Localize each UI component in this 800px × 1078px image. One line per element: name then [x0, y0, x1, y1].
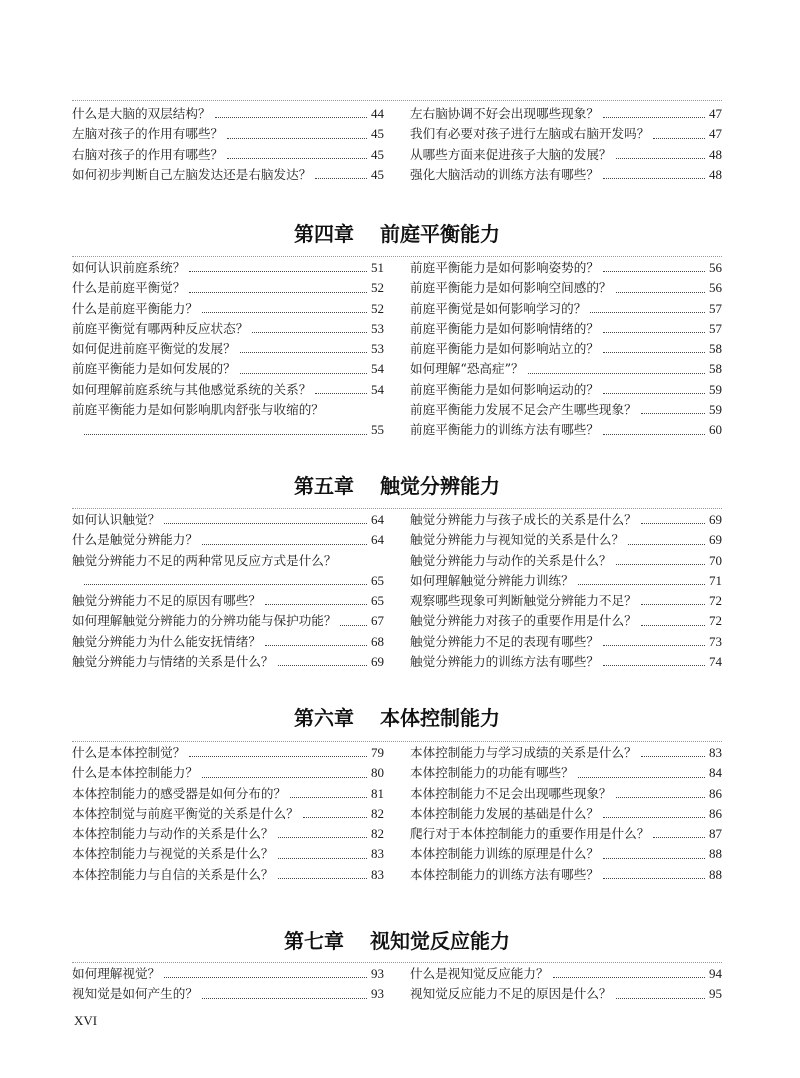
toc-entry[interactable]: [72, 964, 384, 984]
toc-entry-page: 94: [709, 966, 722, 981]
dot-leader: [603, 352, 705, 353]
toc-entry-page: 64: [371, 512, 384, 527]
toc-entry[interactable]: [410, 510, 722, 530]
toc-entry-question: 本体控制能力的感受器是如何分布的？: [72, 785, 287, 801]
chapter-number: 第四章: [294, 222, 354, 246]
toc-entry-page: 71: [709, 572, 722, 588]
toc-entry-page: 57: [709, 320, 722, 336]
toc-entry-page: 44: [371, 106, 384, 121]
toc-entry-question: 触觉分辨能力不足的表现有哪些？: [410, 633, 599, 649]
toc-entry[interactable]: [410, 258, 722, 278]
dot-leader: [278, 837, 368, 838]
dot-leader: [641, 756, 705, 757]
toc-columns: [72, 510, 722, 672]
toc-entry[interactable]: [72, 652, 384, 672]
dot-leader: [653, 138, 705, 139]
toc-entry[interactable]: [410, 551, 722, 571]
toc-entry-page: 56: [709, 280, 722, 296]
toc-columns: [72, 258, 722, 441]
section-rule: [72, 741, 722, 742]
toc-entry-question: 本体控制能力与动作的关系是什么？: [72, 826, 274, 842]
toc-entry-question: 触觉分辨能力为什么能安抚情绪？: [72, 633, 261, 649]
toc-entry-question: 本体控制能力训练的原理是什么？: [410, 846, 599, 862]
toc-entry[interactable]: [72, 804, 384, 824]
toc-entry-continuation[interactable]: [72, 420, 384, 440]
toc-entry-page: 53: [371, 341, 384, 357]
toc-entry-question: 什么是前庭平衡能力？: [72, 300, 198, 316]
toc-entry-page: 45: [371, 166, 384, 182]
toc-entry[interactable]: [72, 339, 384, 359]
toc-entry[interactable]: [410, 530, 722, 550]
toc-entry-question: 触觉分辨能力不足的两种常见反应方式是什么？: [72, 552, 337, 568]
toc-entry[interactable]: [72, 400, 384, 420]
toc-entry-page: 88: [709, 846, 722, 862]
toc-entry[interactable]: [72, 824, 384, 844]
toc-entry[interactable]: [410, 844, 722, 864]
dot-leader: [641, 604, 705, 605]
dot-leader: [603, 858, 705, 859]
dot-leader: [252, 332, 367, 333]
toc-entry-page: 59: [709, 381, 722, 397]
dot-leader: [315, 393, 367, 394]
dot-leader: [628, 544, 705, 545]
toc-entry-page: 58: [709, 341, 722, 357]
dot-leader: [340, 625, 367, 626]
dot-leader: [202, 777, 367, 778]
toc-entry-page: 57: [709, 300, 722, 316]
dot-leader: [315, 178, 367, 179]
toc-entry-question: 前庭平衡觉是如何影响学习的？: [410, 300, 587, 316]
toc-entry-page: 47: [709, 126, 722, 142]
chapter-number: 第五章: [294, 474, 354, 498]
dot-leader: [603, 178, 705, 179]
toc-entry-page: 72: [709, 593, 722, 609]
chapter-heading: [72, 218, 722, 247]
section-rule: [72, 508, 722, 509]
toc-entry-page: 87: [709, 826, 722, 842]
toc-entry-page: 65: [371, 572, 384, 588]
toc-entry-question: 视知觉是如何产生的？: [72, 986, 198, 1002]
toc-entry-question: 什么是本体控制能力？: [72, 765, 198, 781]
dot-leader: [603, 817, 705, 818]
dot-leader: [227, 138, 367, 139]
dot-leader: [578, 777, 705, 778]
toc-entry-question: 前庭平衡能力是如何影响肌肉舒张与收缩的？: [72, 402, 324, 418]
toc-entry-page: 74: [709, 654, 722, 670]
dot-leader: [603, 271, 705, 272]
toc-entry-page: 81: [371, 785, 384, 801]
toc-entry-page: 95: [709, 986, 722, 1002]
toc-columns: [72, 104, 722, 185]
toc-entry-question: 本体控制能力不足会出现哪些现象？: [410, 785, 612, 801]
toc-entry-question: 左脑对孩子的作用有哪些？: [72, 126, 224, 142]
toc-entry-page: 82: [371, 805, 384, 821]
dot-leader: [603, 332, 705, 333]
toc-entry-page: 69: [709, 512, 722, 527]
dot-leader: [202, 998, 367, 999]
toc-entry[interactable]: [410, 964, 722, 984]
toc-entry[interactable]: [72, 611, 384, 631]
toc-entry-question: 什么是触觉分辨能力？: [72, 532, 198, 548]
toc-entry-question: 从哪些方面来促进孩子大脑的发展？: [410, 146, 612, 162]
toc-entry-page: 83: [371, 846, 384, 862]
dot-leader: [215, 117, 367, 118]
toc-left-column: [72, 743, 384, 885]
toc-entry[interactable]: [410, 763, 722, 783]
toc-entry-question: 本体控制能力与学习成绩的关系是什么？: [410, 745, 637, 760]
toc-entry-question: 我们有必要对孩子进行左脑或右脑开发吗？: [410, 126, 650, 142]
dot-leader: [202, 312, 367, 313]
dot-leader: [278, 858, 368, 859]
toc-entry-question: 触觉分辨能力与视知觉的关系是什么？: [410, 532, 625, 548]
chapter-title: 视知觉反应能力: [370, 929, 510, 953]
chapter-title: 本体控制能力: [380, 706, 500, 730]
toc-entry[interactable]: [410, 571, 722, 591]
toc-entry-question: 右脑对孩子的作用有哪些？: [72, 146, 224, 162]
toc-entry-page: 56: [709, 260, 722, 275]
toc-entry-page: 54: [371, 381, 384, 397]
chapter-heading: [72, 470, 722, 499]
toc-entry-question: 触觉分辨能力对孩子的重要作用是什么？: [410, 613, 637, 629]
toc-entry-question: 如何理解前庭系统与其他感觉系统的关系？: [72, 381, 312, 397]
toc-entry[interactable]: [72, 984, 384, 1004]
dot-leader: [603, 878, 705, 879]
toc-entry[interactable]: [72, 551, 384, 571]
toc-entry-question: 前庭平衡能力是如何影响运动的？: [410, 381, 599, 397]
toc-entry-page: 72: [709, 613, 722, 629]
toc-entry[interactable]: [410, 319, 722, 339]
toc-entry-question: 本体控制觉与前庭平衡觉的关系是什么？: [72, 805, 299, 821]
toc-entry[interactable]: [72, 510, 384, 530]
dot-leader: [590, 312, 705, 313]
toc-entry-page: 83: [371, 866, 384, 882]
toc-entry-page: 68: [371, 633, 384, 649]
dot-leader: [616, 564, 706, 565]
toc-right-column: [410, 510, 722, 672]
toc-entry-page: 86: [709, 785, 722, 801]
toc-entry-page: 52: [371, 280, 384, 296]
toc-entry-question: 前庭平衡能力发展不足会产生哪些现象？: [410, 402, 637, 418]
dot-leader: [528, 373, 705, 374]
toc-entry-question: 前庭平衡能力是如何影响站立的？: [410, 341, 599, 357]
chapter-number: 第六章: [294, 706, 354, 730]
toc-entry[interactable]: [72, 145, 384, 165]
toc-entry[interactable]: [410, 632, 722, 652]
dot-leader: [603, 645, 705, 646]
toc-entry[interactable]: [72, 319, 384, 339]
toc-entry-page: 69: [709, 532, 722, 548]
toc-left-column: [72, 510, 384, 672]
dot-leader: [616, 797, 706, 798]
dot-leader: [603, 665, 705, 666]
toc-left-column: [72, 104, 384, 185]
dot-leader: [641, 523, 705, 524]
toc-entry[interactable]: [410, 124, 722, 144]
toc-entry-question: 前庭平衡觉有哪两种反应状态？: [72, 320, 249, 336]
toc-entry[interactable]: [72, 258, 384, 278]
dot-leader: [603, 393, 705, 394]
toc-entry-question: 触觉分辨能力与动作的关系是什么？: [410, 552, 612, 568]
toc-entry-page: 52: [371, 300, 384, 316]
toc-entry-page: 83: [709, 745, 722, 760]
toc-entry-page: 86: [709, 805, 722, 821]
toc-entry-page: 48: [709, 166, 722, 182]
toc-entry[interactable]: [72, 124, 384, 144]
toc-entry-question: 视知觉反应能力不足的原因是什么？: [410, 986, 612, 1002]
toc-entry[interactable]: [410, 359, 722, 379]
toc-entry[interactable]: [72, 104, 384, 124]
page-folio: XVI: [74, 1013, 98, 1028]
toc-entry-question: 如何认识前庭系统？: [72, 260, 186, 275]
toc-entry-page: 59: [709, 402, 722, 418]
toc-entry[interactable]: [410, 145, 722, 165]
toc-entry-question: 什么是视知觉反应能力？: [410, 966, 549, 981]
toc-entry[interactable]: [410, 865, 722, 885]
toc-entry[interactable]: [410, 784, 722, 804]
toc-entry-page: 48: [709, 146, 722, 162]
toc-entry-question: 强化大脑活动的训练方法有哪些？: [410, 166, 599, 182]
dot-leader: [616, 998, 706, 999]
toc-entry-page: 70: [709, 552, 722, 568]
toc-entry-page: 54: [371, 361, 384, 377]
dot-leader: [189, 756, 367, 757]
dot-leader: [240, 352, 367, 353]
toc-entry-question: 触觉分辨能力与孩子成长的关系是什么？: [410, 512, 637, 527]
dot-leader: [189, 292, 367, 293]
toc-entry[interactable]: [410, 611, 722, 631]
toc-entry-page: 79: [371, 745, 384, 760]
toc-entry-question: 前庭平衡能力是如何发展的？: [72, 361, 236, 377]
toc-entry-page: 93: [371, 966, 384, 981]
toc-entry[interactable]: [72, 299, 384, 319]
toc-entry-question: 什么是本体控制觉？: [72, 745, 186, 760]
toc-entry-question: 如何理解视觉？: [72, 966, 161, 981]
toc-entry-page: 88: [709, 866, 722, 882]
dot-leader: [641, 413, 705, 414]
toc-entry-question: 如何理解触觉分辨能力的分辨功能与保护功能？: [72, 613, 337, 629]
toc-entry-continuation[interactable]: [72, 571, 384, 591]
toc-right-column: [410, 743, 722, 885]
toc-entry-question: 前庭平衡能力的训练方法有哪些？: [410, 422, 599, 438]
toc-entry[interactable]: [410, 743, 722, 763]
toc-right-column: [410, 964, 722, 1005]
toc-entry-page: 58: [709, 361, 722, 377]
section-rule: [72, 962, 722, 963]
toc-entry-question: 爬行对于本体控制能力的重要作用是什么？: [410, 826, 650, 842]
toc-entry[interactable]: [410, 165, 722, 185]
toc-entry-question: 前庭平衡能力是如何影响空间感的？: [410, 280, 612, 296]
toc-entry-page: 84: [709, 765, 722, 781]
toc-entry-page: 55: [371, 422, 384, 438]
toc-entry-question: 如何促进前庭平衡觉的发展？: [72, 341, 236, 357]
toc-entry-page: 60: [709, 422, 722, 438]
dot-leader: [303, 817, 367, 818]
toc-left-column: [72, 258, 384, 441]
section-rule: [72, 100, 722, 101]
toc-entry[interactable]: [72, 165, 384, 185]
toc-entry-page: 51: [371, 260, 384, 275]
toc-entry-page: 45: [371, 146, 384, 162]
dot-leader: [265, 645, 367, 646]
toc-entry-question: 本体控制能力的功能有哪些？: [410, 765, 574, 781]
toc-entry[interactable]: [72, 591, 384, 611]
toc-entry[interactable]: [72, 632, 384, 652]
dot-leader: [278, 665, 368, 666]
dot-leader: [227, 158, 367, 159]
dot-leader: [603, 117, 705, 118]
toc-entry-question: 前庭平衡能力是如何影响情绪的？: [410, 320, 599, 336]
dot-leader: [164, 977, 367, 978]
dot-leader: [641, 625, 705, 626]
toc-entry[interactable]: [410, 591, 722, 611]
dot-leader: [603, 434, 705, 435]
toc-entry-question: 观察哪些现象可判断触觉分辨能力不足？: [410, 593, 637, 609]
toc-entry-question: 本体控制能力的训练方法有哪些？: [410, 866, 599, 882]
toc-entry-page: 73: [709, 633, 722, 649]
toc-entry-question: 本体控制能力发展的基础是什么？: [410, 805, 599, 821]
dot-leader: [202, 544, 367, 545]
toc-entry[interactable]: [72, 743, 384, 763]
dot-leader: [653, 837, 705, 838]
toc-right-column: [410, 104, 722, 185]
section-rule: [72, 256, 722, 257]
dot-leader: [84, 584, 367, 585]
toc-entry-question: 前庭平衡能力是如何影响姿势的？: [410, 260, 599, 275]
toc-entry[interactable]: [410, 824, 722, 844]
toc-entry-page: 93: [371, 986, 384, 1002]
toc-entry[interactable]: [72, 359, 384, 379]
dot-leader: [578, 584, 705, 585]
dot-leader: [290, 797, 367, 798]
dot-leader: [278, 878, 368, 879]
dot-leader: [189, 271, 367, 272]
toc-entry-page: 65: [371, 593, 384, 609]
toc-entry[interactable]: [72, 844, 384, 864]
toc-entry-question: 触觉分辨能力不足的原因有哪些？: [72, 593, 261, 609]
toc-entry[interactable]: [72, 763, 384, 783]
toc-entry[interactable]: [72, 784, 384, 804]
toc-entry-question: 本体控制能力与自信的关系是什么？: [72, 866, 274, 882]
dot-leader: [265, 604, 367, 605]
toc-entry[interactable]: [72, 865, 384, 885]
toc-entry[interactable]: [72, 380, 384, 400]
toc-entry[interactable]: [410, 400, 722, 420]
toc-entry-page: 82: [371, 826, 384, 842]
toc-left-column: [72, 964, 384, 1005]
toc-entry-page: 80: [371, 765, 384, 781]
toc-entry-question: 本体控制能力与视觉的关系是什么？: [72, 846, 274, 862]
toc-entry-question: 触觉分辨能力与情绪的关系是什么？: [72, 654, 274, 670]
toc-entry-page: 64: [371, 532, 384, 548]
toc-entry[interactable]: [410, 380, 722, 400]
toc-entry[interactable]: [410, 299, 722, 319]
toc-entry[interactable]: [410, 804, 722, 824]
toc-entry-question: 什么是大脑的双层结构？: [72, 106, 211, 121]
dot-leader: [84, 434, 367, 435]
toc-entry-page: 67: [371, 613, 384, 629]
chapter-title: 前庭平衡能力: [380, 222, 500, 246]
dot-leader: [616, 292, 706, 293]
toc-right-column: [410, 258, 722, 441]
toc-entry-page: 53: [371, 320, 384, 336]
toc-entry-question: 如何认识触觉？: [72, 512, 161, 527]
toc-columns: [72, 743, 722, 885]
toc-entry-question: 触觉分辨能力的训练方法有哪些？: [410, 654, 599, 670]
toc-entry[interactable]: [72, 278, 384, 298]
chapter-heading: [72, 702, 722, 731]
toc-entry[interactable]: [410, 984, 722, 1004]
chapter-number: 第七章: [284, 929, 344, 953]
dot-leader: [616, 158, 706, 159]
dot-leader: [164, 523, 367, 524]
toc-entry-page: 69: [371, 654, 384, 670]
toc-entry-question: 如何理解触觉分辨能力训练？: [410, 572, 574, 588]
dot-leader: [553, 977, 705, 978]
toc-entry-question: 什么是前庭平衡觉？: [72, 280, 186, 296]
toc-entry[interactable]: [410, 420, 722, 440]
toc-entry-page: 45: [371, 126, 384, 142]
chapter-title: 触觉分辨能力: [380, 474, 500, 498]
toc-entry[interactable]: [72, 530, 384, 550]
chapter-heading: [72, 925, 722, 954]
toc-entry-question: 左右脑协调不好会出现哪些现象？: [410, 106, 599, 121]
toc-entry-question: 如何初步判断自己左脑发达还是右脑发达？: [72, 166, 312, 182]
toc-entry-page: 47: [709, 106, 722, 121]
toc-entry[interactable]: [410, 652, 722, 672]
toc-entry[interactable]: [410, 104, 722, 124]
toc-entry[interactable]: [410, 278, 722, 298]
toc-columns: [72, 964, 722, 1005]
toc-entry[interactable]: [410, 339, 722, 359]
dot-leader: [240, 373, 367, 374]
toc-entry-question: 如何理解“恐高症”？: [410, 361, 524, 377]
